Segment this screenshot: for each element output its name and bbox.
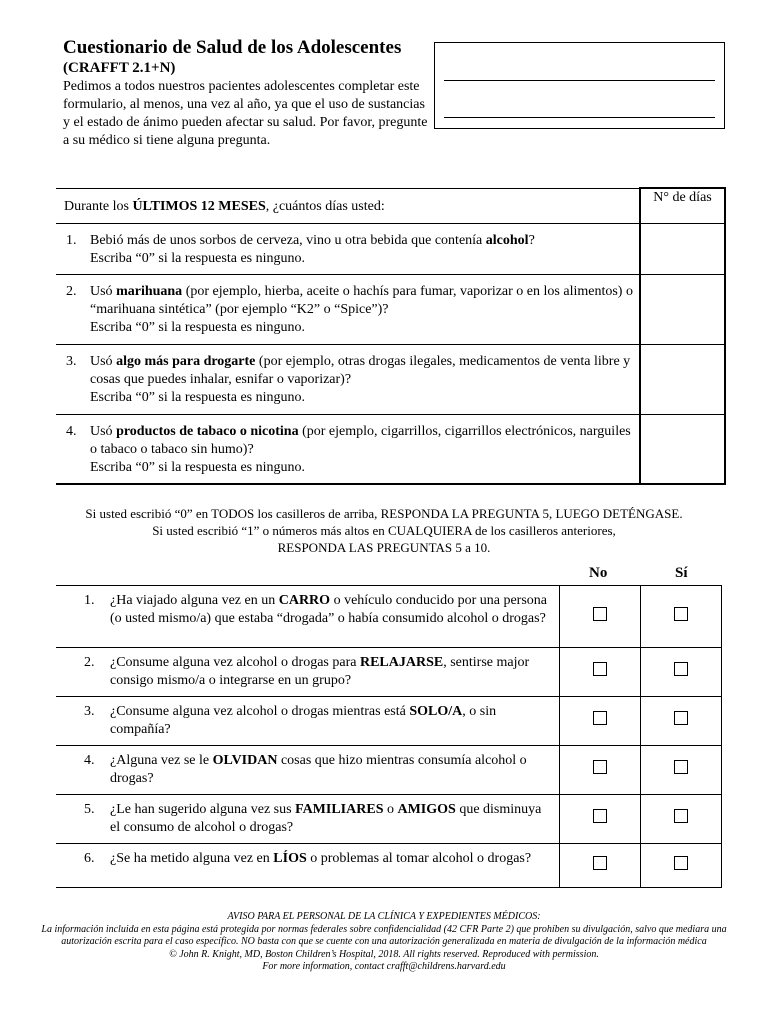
days-table-header: Durante los ÚLTIMOS 12 MESES, ¿cuántos días usted: xyxy=(56,188,640,223)
days-question-2: 2. Usó marihuana (por ejemplo, hierba, aceite o hachís para fumar, vaporizar o en los alimentos) o “marihuana sintética” (por ejemplo “K2” o “Spice”)? Escriba “0” si la respuesta es ninguno. xyxy=(56,274,640,344)
days-input-1[interactable] xyxy=(640,223,725,274)
yes-no-table xyxy=(56,585,722,888)
instructions xyxy=(56,505,712,556)
instructions-line-3: RESPONDA LAS PREGUNTAS 5 a 10. xyxy=(277,540,491,555)
days-question-3: 3. Usó algo más para drogarte (por ejemplo, otras drogas ilegales, medicamentos de venta libre y cosas que puedes inhalar, esnifar o vaporizar)? Escriba “0” si la respuesta es ninguno. xyxy=(56,344,640,414)
days-column-header: N° de días xyxy=(640,188,725,223)
form-title: Cuestionario de Salud de los Adolescentes xyxy=(63,37,402,58)
yn-question-5: 5. ¿Le han sugerido alguna vez sus FAMILIARES o AMIGOS que disminuya el consumo de alcohol o drogas? xyxy=(56,795,560,844)
checkbox-no-5[interactable] xyxy=(593,809,607,823)
days-input-2[interactable] xyxy=(640,274,725,344)
footer-copyright: © John R. Knight, MD, Boston Children’s Hospital, 2018. All rights reserved. Reproduced with permission. xyxy=(169,948,599,960)
form-subtitle: (CRAFFT 2.1+N) xyxy=(63,60,176,76)
yn-question-6: 6. ¿Se ha metido alguna vez en LÍOS o problemas al tomar alcohol o drogas? xyxy=(56,844,560,888)
footer-contact: For more information, contact crafft@childrens.harvard.edu xyxy=(262,961,506,972)
checkbox-si-2[interactable] xyxy=(674,662,688,676)
patient-id-box[interactable] xyxy=(434,42,725,129)
checkbox-no-1[interactable] xyxy=(593,607,607,621)
footer xyxy=(30,911,738,974)
checkbox-no-6[interactable] xyxy=(593,856,607,870)
checkbox-si-4[interactable] xyxy=(674,760,688,774)
yn-question-3: 3. ¿Consume alguna vez alcohol o drogas mientras está SOLO/A, o sin compañía? xyxy=(56,697,560,746)
checkbox-si-1[interactable] xyxy=(674,607,688,621)
intro-paragraph: Pedimos a todos nuestros pacientes adolescentes completar este formulario, al menos, una vez al año, ya que el uso de sustancias y el estado de ánimo pueden afectar su salud. Por favor, pregunte a su médico si tiene alguna pregunta. xyxy=(63,79,428,148)
checkbox-si-3[interactable] xyxy=(674,711,688,725)
checkbox-no-4[interactable] xyxy=(593,760,607,774)
checkbox-si-6[interactable] xyxy=(674,856,688,870)
yn-question-4: 4. ¿Alguna vez se le OLVIDAN cosas que hizo mientras consumía alcohol o drogas? xyxy=(56,746,560,795)
id-line-2[interactable] xyxy=(444,117,715,118)
yn-question-1: 1. ¿Ha viajado alguna vez en un CARRO o vehículo conducido por una persona (o usted mismo/a) que estaba “drogada” o había consumido alcohol o drogas? xyxy=(56,586,560,648)
days-input-4[interactable] xyxy=(640,414,725,484)
footer-confidentiality: La información incluida en esta página está protegida por normas federales sobre confidencialidad (42 CFR Parte 2) que prohíben su divulgación, salvo que mediara una autorización escrita para el caso específico. NO basta con que se cuente con una autorización generalizada en materia de divulgación de la información médica xyxy=(41,923,727,947)
days-input-3[interactable] xyxy=(640,344,725,414)
checkbox-no-3[interactable] xyxy=(593,711,607,725)
days-question-1: 1. Bebió más de unos sorbos de cerveza, vino u otra bebida que contenía alcohol? Escriba “0” si la respuesta es ninguno. xyxy=(56,223,640,274)
id-line-1[interactable] xyxy=(444,80,715,81)
instructions-line-1: Si usted escribió “0” en TODOS los casilleros de arriba, RESPONDA LA PREGUNTA 5, LUEGO DETÉNGASE. xyxy=(85,506,683,521)
yn-question-2: 2. ¿Consume alguna vez alcohol o drogas para RELAJARSE, sentirse major consigo mismo/a o integrarse en un grupo? xyxy=(56,648,560,697)
checkbox-no-2[interactable] xyxy=(593,662,607,676)
no-column-header: No xyxy=(589,565,608,581)
si-column-header: Sí xyxy=(675,565,688,581)
instructions-line-2: Si usted escribió “1” o números más altos en CUALQUIERA de los casilleros anteriores, xyxy=(152,523,616,538)
footer-notice-title: AVISO PARA EL PERSONAL DE LA CLÍNICA Y EXPEDIENTES MÉDICOS: xyxy=(227,911,541,922)
days-table xyxy=(56,187,726,485)
days-question-4: 4. Usó productos de tabaco o nicotina (por ejemplo, cigarrillos, cigarrillos electrónicos, narguiles o tabaco o tabaco sin humo)? Escriba “0” si la respuesta es ninguno. xyxy=(56,414,640,484)
checkbox-si-5[interactable] xyxy=(674,809,688,823)
